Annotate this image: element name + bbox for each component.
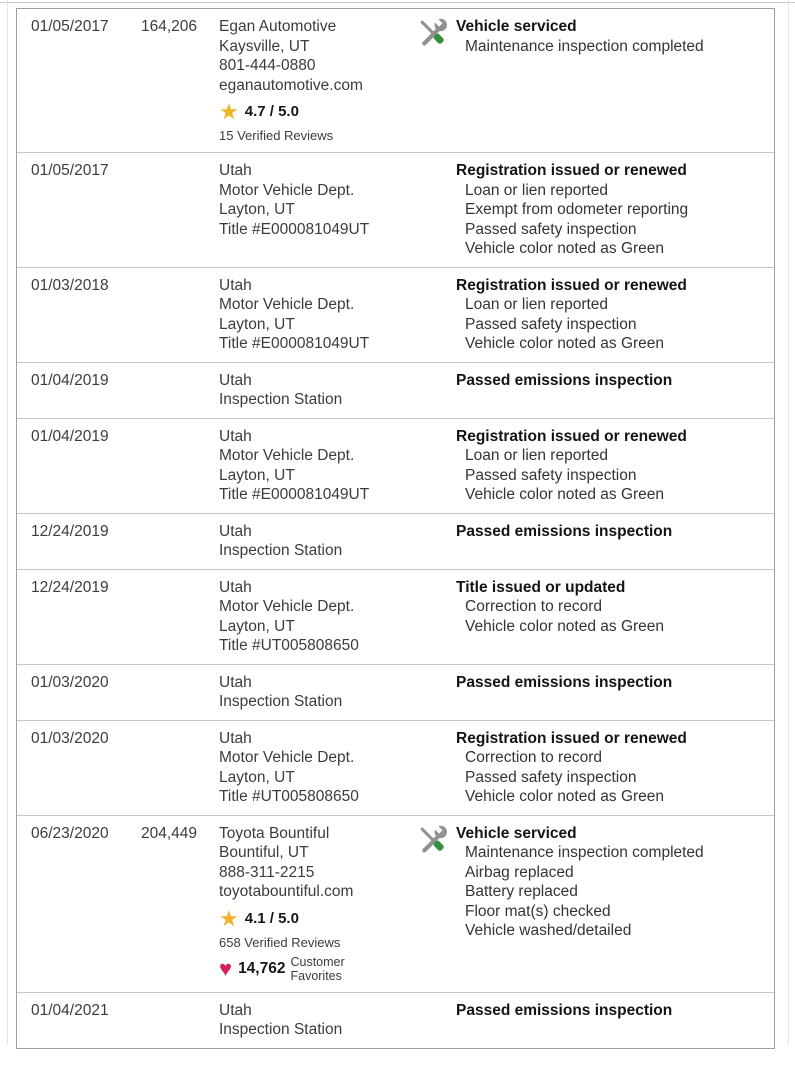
record-detail-item: Correction to record xyxy=(465,598,602,615)
icon-slot xyxy=(416,824,456,984)
odometer-reading xyxy=(141,522,219,561)
record-date: 01/03/2018 xyxy=(31,276,109,294)
star-icon: ★ xyxy=(219,905,239,931)
source-lines xyxy=(219,1001,416,1040)
record-details xyxy=(416,673,770,712)
odometer-reading xyxy=(141,276,219,354)
icon-slot xyxy=(416,371,456,410)
record-details xyxy=(416,276,770,354)
odometer-reading xyxy=(141,161,219,259)
detail-text xyxy=(456,673,672,712)
source-line: Utah xyxy=(219,729,252,747)
record-detail-item: Vehicle color noted as Green xyxy=(465,486,665,503)
source-lines xyxy=(219,161,416,239)
record-detail-item: Correction to record xyxy=(465,749,602,766)
record-date: 12/24/2019 xyxy=(31,522,109,540)
odometer-reading xyxy=(141,729,219,807)
odometer-reading xyxy=(141,673,219,712)
record-source xyxy=(219,578,416,656)
record-details xyxy=(416,371,770,410)
record-source xyxy=(219,371,416,410)
source-line: Motor Vehicle Dept. xyxy=(219,296,355,313)
record-source xyxy=(219,161,416,259)
source-line: Utah xyxy=(219,276,252,294)
record-title: Title issued or updated xyxy=(456,578,626,596)
record-title: Registration issued or renewed xyxy=(456,729,687,747)
source-line: Utah xyxy=(219,371,252,389)
history-table xyxy=(16,8,775,1049)
record-detail-item: Battery replaced xyxy=(465,883,578,900)
source-lines xyxy=(219,522,416,561)
customer-favorites xyxy=(219,955,416,984)
source-line: Title #E000081049UT xyxy=(219,335,370,352)
source-line: toyotabountiful.com xyxy=(219,883,354,900)
icon-slot xyxy=(416,1001,456,1040)
record-date: 06/23/2020 xyxy=(31,824,109,842)
record-date: 01/05/2017 xyxy=(31,18,109,35)
record-title: Passed emissions inspection xyxy=(456,1001,673,1019)
source-line: 801-444-0880 xyxy=(219,57,316,74)
record-details xyxy=(416,578,770,656)
history-record-row xyxy=(17,514,774,570)
history-record-row xyxy=(17,153,774,268)
record-title: Passed emissions inspection xyxy=(456,673,673,691)
star-icon: ★ xyxy=(219,99,239,124)
service-tools-icon xyxy=(416,823,449,856)
record-detail-item: Loan or lien reported xyxy=(465,181,609,199)
service-tools-icon xyxy=(416,16,449,49)
source-line: Layton, UT xyxy=(219,617,295,635)
source-line: Title #E000081049UT xyxy=(219,486,370,503)
record-detail-item: Vehicle color noted as Green xyxy=(465,335,665,352)
icon-slot xyxy=(416,17,456,144)
record-title: Passed emissions inspection xyxy=(456,522,673,540)
record-title: Registration issued or renewed xyxy=(456,162,687,179)
source-line: Inspection Station xyxy=(219,693,343,710)
source-lines xyxy=(219,578,416,656)
source-line: Bountiful, UT xyxy=(219,844,309,861)
record-details xyxy=(416,729,770,807)
history-record-row xyxy=(17,419,774,514)
rating-score: 4.1 / 5.0 xyxy=(244,909,299,927)
page-left-edge xyxy=(7,0,8,1044)
previous-row-divider xyxy=(0,2,795,3)
record-detail-item: Vehicle color noted as Green xyxy=(465,617,665,635)
source-lines xyxy=(219,729,416,807)
source-line: Title #UT005808650 xyxy=(219,788,359,805)
record-date: 01/04/2019 xyxy=(31,427,109,445)
heart-icon: ♥ xyxy=(219,956,233,981)
favorites-label-line2: Favorites xyxy=(290,969,342,983)
source-line: Motor Vehicle Dept. xyxy=(219,598,355,615)
odometer-reading xyxy=(141,427,219,505)
icon-slot xyxy=(416,161,456,259)
icon-slot xyxy=(416,276,456,354)
record-detail-items xyxy=(456,748,687,807)
source-line: Egan Automotive xyxy=(219,18,337,35)
icon-slot xyxy=(416,729,456,807)
source-line: Utah xyxy=(219,427,252,445)
rating-score: 4.7 / 5.0 xyxy=(244,103,299,121)
record-details xyxy=(416,427,770,505)
record-date: 01/04/2019 xyxy=(31,371,109,389)
source-line: Title #UT005808650 xyxy=(219,637,359,654)
record-title: Vehicle serviced xyxy=(456,824,577,842)
record-details xyxy=(416,161,770,259)
record-date: 01/04/2021 xyxy=(31,1001,109,1019)
odometer-reading: 204,449 xyxy=(141,824,198,842)
record-details xyxy=(416,17,770,144)
record-details xyxy=(416,1001,770,1040)
dealer-rating xyxy=(219,100,416,124)
favorites-label xyxy=(290,955,344,984)
detail-text xyxy=(456,276,687,354)
source-line: Motor Vehicle Dept. xyxy=(219,447,355,464)
record-detail-item: Airbag replaced xyxy=(465,863,574,881)
source-line: Motor Vehicle Dept. xyxy=(219,181,355,199)
detail-text xyxy=(456,522,672,561)
favorites-label-line1: Customer xyxy=(290,954,345,969)
record-detail-item: Exempt from odometer reporting xyxy=(465,201,689,218)
source-line: Layton, UT xyxy=(219,315,295,333)
record-date: 12/24/2019 xyxy=(31,578,109,596)
source-line: Toyota Bountiful xyxy=(219,824,330,842)
source-line: Inspection Station xyxy=(219,391,343,408)
history-record-row xyxy=(17,363,774,419)
detail-text xyxy=(456,578,664,656)
source-line: Motor Vehicle Dept. xyxy=(219,749,355,766)
dealer-rating xyxy=(219,907,416,931)
source-line: Layton, UT xyxy=(219,201,295,218)
record-source xyxy=(219,729,416,807)
source-line: Utah xyxy=(219,1001,252,1019)
detail-text xyxy=(456,1001,672,1040)
verified-reviews: 658 Verified Reviews xyxy=(219,934,341,950)
source-lines xyxy=(219,673,416,712)
history-record-row xyxy=(17,268,774,363)
record-source xyxy=(219,1001,416,1040)
page-right-edge xyxy=(788,0,789,1044)
icon-slot xyxy=(416,427,456,505)
source-line: Utah xyxy=(219,522,252,540)
detail-text xyxy=(456,824,704,984)
record-detail-item: Passed safety inspection xyxy=(465,220,637,238)
record-date: 01/03/2020 xyxy=(31,729,109,747)
odometer-reading xyxy=(141,578,219,656)
source-line: Kaysville, UT xyxy=(219,37,310,55)
icon-slot xyxy=(416,673,456,712)
source-line: Inspection Station xyxy=(219,542,343,559)
record-title: Registration issued or renewed xyxy=(456,276,687,294)
source-lines xyxy=(219,824,416,902)
record-detail-items xyxy=(456,295,687,354)
detail-text xyxy=(456,371,672,410)
record-source xyxy=(219,276,416,354)
odometer-reading: 164,206 xyxy=(141,18,198,35)
history-record-row xyxy=(17,816,774,993)
record-detail-item: Loan or lien reported xyxy=(465,447,609,464)
record-detail-item: Maintenance inspection completed xyxy=(465,844,704,861)
record-details xyxy=(416,522,770,561)
history-record-row xyxy=(17,665,774,721)
record-date: 01/05/2017 xyxy=(31,162,109,179)
record-title: Passed emissions inspection xyxy=(456,371,673,389)
record-detail-items xyxy=(456,446,687,505)
record-detail-item: Passed safety inspection xyxy=(465,466,637,484)
record-source xyxy=(219,522,416,561)
record-source xyxy=(219,824,416,984)
source-line: 888-311-2215 xyxy=(219,863,315,881)
record-detail-items xyxy=(456,597,664,636)
source-lines xyxy=(219,371,416,410)
record-detail-item: Vehicle color noted as Green xyxy=(465,788,665,805)
record-source xyxy=(219,427,416,505)
record-detail-item: Passed safety inspection xyxy=(465,768,637,786)
source-line: Utah xyxy=(219,673,252,691)
detail-text xyxy=(456,427,687,505)
source-lines xyxy=(219,276,416,354)
record-date: 01/03/2020 xyxy=(31,673,109,691)
record-detail-item: Vehicle washed/detailed xyxy=(465,922,632,939)
detail-text xyxy=(456,729,687,807)
source-lines xyxy=(219,427,416,505)
history-record-row xyxy=(17,570,774,665)
record-detail-item: Loan or lien reported xyxy=(465,296,609,313)
icon-slot xyxy=(416,578,456,656)
detail-text xyxy=(456,17,704,144)
record-source xyxy=(219,673,416,712)
source-line: Layton, UT xyxy=(219,466,295,484)
record-detail-item: Vehicle color noted as Green xyxy=(465,240,665,257)
record-detail-items xyxy=(456,37,704,57)
source-line: Title #E000081049UT xyxy=(219,220,370,238)
icon-slot xyxy=(416,522,456,561)
source-line: Inspection Station xyxy=(219,1021,343,1038)
record-detail-item: Floor mat(s) checked xyxy=(465,902,611,920)
source-line: Utah xyxy=(219,162,252,179)
source-line: eganautomotive.com xyxy=(219,76,363,94)
record-detail-item: Passed safety inspection xyxy=(465,315,637,333)
history-record-row xyxy=(17,993,774,1048)
odometer-reading xyxy=(141,1001,219,1040)
source-line: Layton, UT xyxy=(219,768,295,786)
odometer-reading xyxy=(141,371,219,410)
favorites-count: 14,762 xyxy=(238,960,286,978)
record-title: Vehicle serviced xyxy=(456,18,577,35)
detail-text xyxy=(456,161,688,259)
record-details xyxy=(416,824,770,984)
record-detail-item: Maintenance inspection completed xyxy=(465,37,704,55)
source-line: Utah xyxy=(219,578,252,596)
source-lines xyxy=(219,17,416,95)
record-detail-items xyxy=(456,843,704,941)
history-record-row xyxy=(17,721,774,816)
record-source xyxy=(219,17,416,144)
record-detail-items xyxy=(456,181,688,259)
record-title: Registration issued or renewed xyxy=(456,427,687,445)
history-record-row xyxy=(17,9,774,153)
verified-reviews: 15 Verified Reviews xyxy=(219,128,334,143)
